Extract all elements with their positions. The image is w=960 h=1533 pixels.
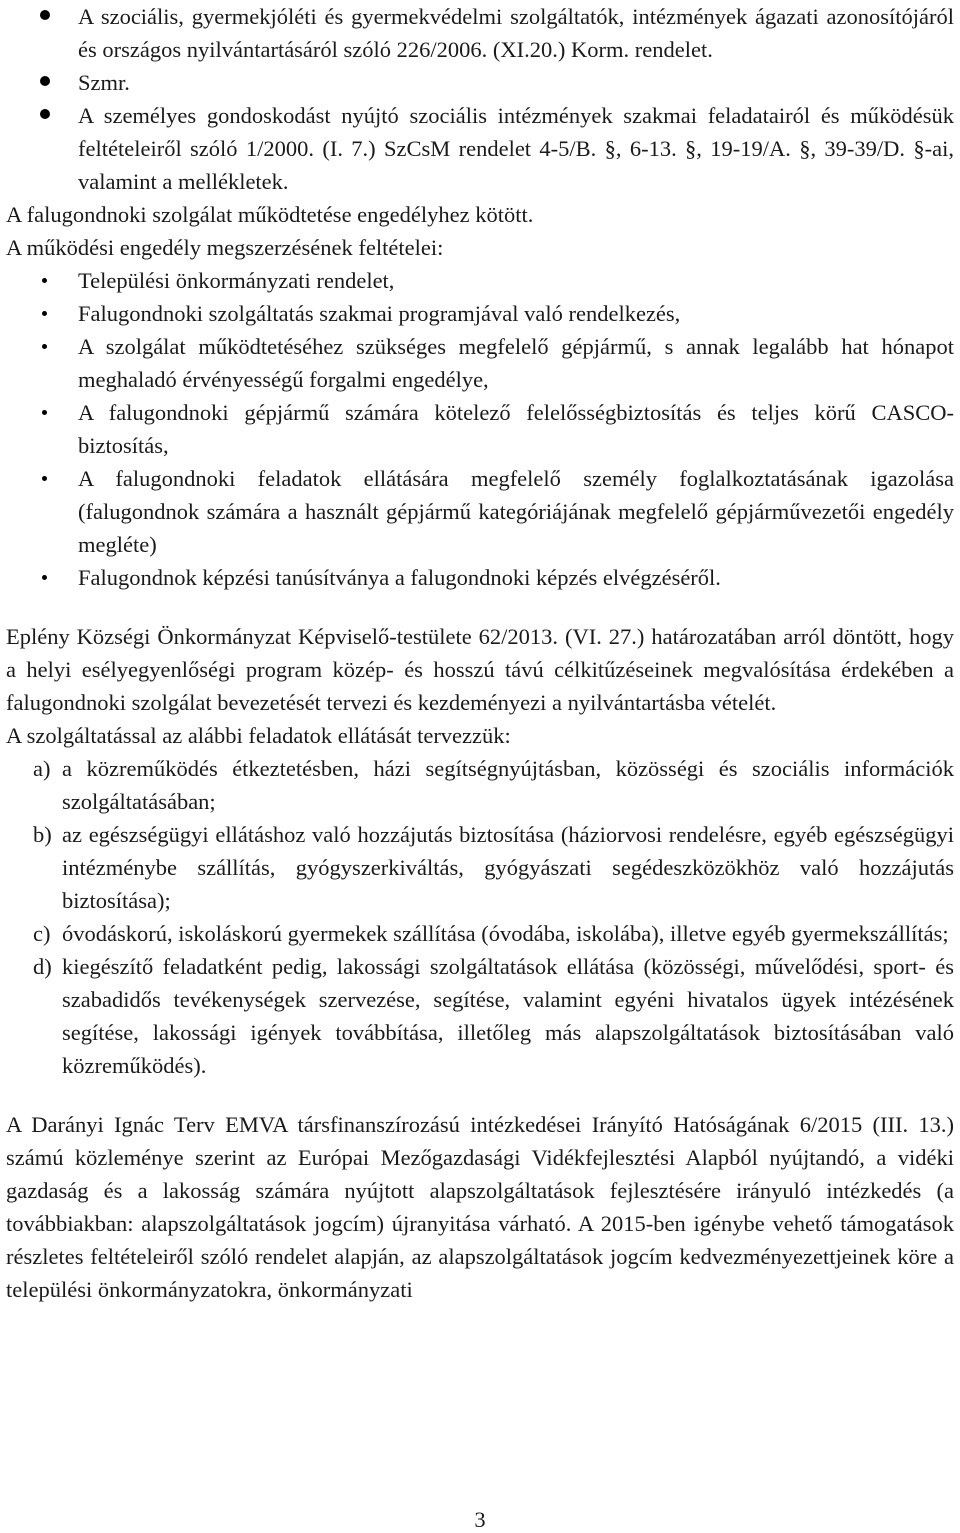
task-marker: d)	[33, 954, 52, 979]
requirements-intro: A működési engedély megszerzésének feltételei:	[6, 235, 444, 260]
licence-statement: A falugondnoki szolgálat működtetése engedélyhez kötött.	[6, 202, 534, 227]
task-marker: a)	[33, 756, 51, 781]
closing-paragraph: A Darányi Ignác Terv EMVA társfinanszírozású intézkedései Irányító Hatóságának 6/2015 (III. 13.) számú közleménye szerint az Európai Mezőgazdasági Vidékfejlesztési Alapból nyújtandó, a vidéki gazdaság és a lakosság számára nyújtott alapszolgáltatások fejlesztésére irányuló intézkedés (a továbbiakban: alapszolgáltatások jogcím) újranyitása várható. A 2015-ben igénybe vehető támogatások részletes feltételeiről szóló rendelet alapján, az alapszolgáltatások jogcím kedvezményezettjeinek köre a települési önkormányzatokra, önkormányzati	[6, 1112, 954, 1302]
task-text: kiegészítő feladatként pedig, lakossági szolgáltatások ellátása (közösségi, művelődési, sport- és szabadidős tevékenységek szervezése, segítése, valamint egyéni hivatalos ügyek intézésének segítése, lakossági igények továbbítása, illetőleg más alapszolgáltatások biztosításában való közreműködés).	[62, 954, 954, 1078]
tasks-list	[6, 752, 954, 1082]
task-item	[6, 752, 954, 818]
requirement-item: Falugondnok képzési tanúsítványa a falugondnoki képzés elvégzéséről.	[6, 561, 954, 594]
task-item	[6, 950, 954, 1082]
task-item	[6, 917, 954, 950]
task-text: az egészségügyi ellátáshoz való hozzájutás biztosítása (háziorvosi rendelésre, egyéb egészségügyi intézménybe szállítás, gyógyszerkiváltás, gyógyászati segédeszközökhöz való hozzájutás biztosítása);	[62, 822, 954, 913]
task-text: a közreműködés étkeztetésben, házi segítségnyújtásban, közösségi és szociális információk szolgáltatásában;	[62, 756, 954, 814]
requirement-item: A falugondnoki feladatok ellátására megfelelő személy foglalkoztatásának igazolása (falugondnok számára a használt gépjármű kategóriájának megfelelő gépjárművezetői engedély megléte)	[6, 462, 954, 561]
task-item	[6, 818, 954, 917]
task-text: óvodáskorú, iskoláskorú gyermekek szállítása (óvodába, iskolába), illetve egyéb gyermekszállítás;	[62, 921, 949, 946]
task-marker: b)	[33, 822, 52, 847]
legislation-item: A személyes gondoskodást nyújtó szociális intézmények szakmai feladatairól és működésük feltételeiről szóló 1/2000. (I. 7.) SzCsM rendelet 4-5/B. §, 6-13. §, 19-19/A. §, 39-39/D. §-ai, valamint a mellékletek.	[6, 99, 954, 198]
requirement-item: A szolgálat működtetéséhez szükséges megfelelő gépjármű, s annak legalább hat hónapot meghaladó érvényességű forgalmi engedélye,	[6, 330, 954, 396]
document-page	[6, 0, 954, 1306]
requirement-item: Falugondnoki szolgáltatás szakmai programjával való rendelkezés,	[6, 297, 954, 330]
task-marker: c)	[33, 921, 51, 946]
tasks-intro: A szolgáltatással az alábbi feladatok ellátását tervezzük:	[6, 723, 511, 748]
legislation-item: A szociális, gyermekjóléti és gyermekvédelmi szolgáltatók, intézmények ágazati azonosítójáról és országos nyilvántartásáról szóló 226/2006. (XI.20.) Korm. rendelet.	[6, 0, 954, 66]
legislation-item: Szmr.	[6, 66, 954, 99]
resolution-paragraph: Eplény Községi Önkormányzat Képviselő-testülete 62/2013. (VI. 27.) határozatában arról döntött, hogy a helyi esélyegyenlőségi program közép- és hosszú távú célkitűzéseinek megvalósítása érdekében a falugondnoki szolgálat bevezetését tervezi és kezdeményezi a nyilvántartásba vételét.	[6, 624, 954, 715]
requirement-item: Települési önkormányzati rendelet,	[6, 264, 954, 297]
requirements-list	[6, 264, 954, 594]
legislation-list	[6, 0, 954, 198]
requirement-item: A falugondnoki gépjármű számára kötelező felelősségbiztosítás és teljes körű CASCO- biztosítás,	[6, 396, 954, 462]
page-number: 3	[474, 1507, 486, 1532]
